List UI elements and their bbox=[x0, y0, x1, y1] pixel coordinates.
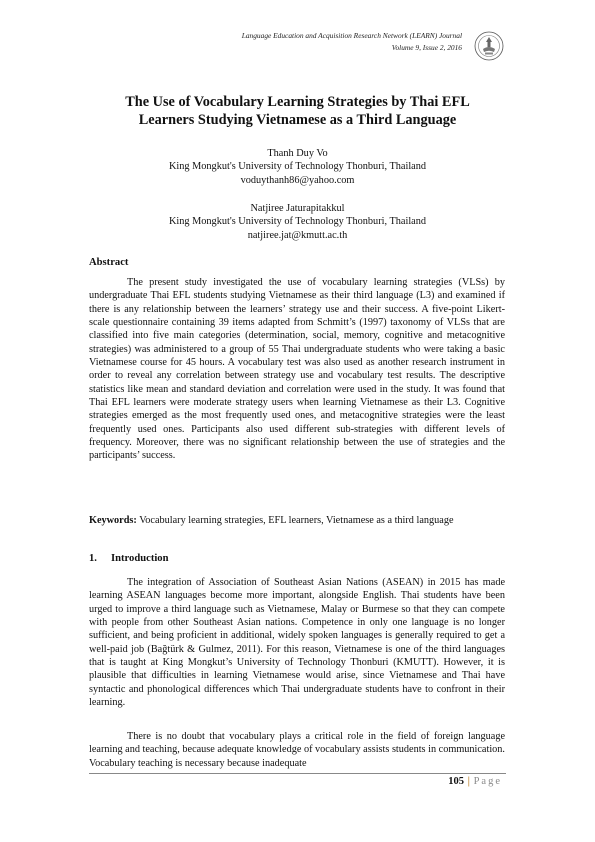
author-name: Natjiree Jaturapitakkul bbox=[250, 203, 345, 214]
paper-title-line-2: Learners Studying Vietnamese as a Third Language bbox=[138, 112, 457, 128]
introduction-paragraph-2: There is no doubt that vocabulary plays a critical role in the field of foreign language learning and teaching, because adequate knowledge of vocabulary assists students in communication. Vocabulary teaching is necessary because inadequate bbox=[89, 731, 505, 769]
author-affiliation: King Mongkut's University of Technology Thonburi, Thailand bbox=[168, 216, 427, 228]
section-title: Introduction bbox=[111, 553, 169, 564]
university-seal-icon bbox=[474, 31, 504, 61]
abstract-heading: Abstract bbox=[89, 257, 129, 268]
keywords bbox=[89, 514, 505, 527]
author-name: Thanh Duy Vo bbox=[267, 148, 328, 159]
journal-name: Language Education and Acquisition Research Network (LEARN) Journal bbox=[241, 31, 462, 40]
page-label: Page bbox=[473, 776, 502, 787]
author-email: voduythanh86@yahoo.com bbox=[240, 174, 355, 186]
journal-volume-issue: Volume 9, Issue 2, 2016 bbox=[391, 42, 462, 52]
author-email: natjiree.jat@kmutt.ac.th bbox=[247, 229, 348, 241]
author-affiliation: King Mongkut's University of Technology Thonburi, Thailand bbox=[168, 161, 427, 173]
author-block-1 bbox=[90, 147, 505, 187]
introduction-heading bbox=[89, 553, 169, 564]
page-footer bbox=[448, 776, 502, 787]
footer-divider bbox=[89, 773, 506, 774]
section-number: 1. bbox=[89, 553, 97, 564]
paper-title-line-1: The Use of Vocabulary Learning Strategies by Thai EFL bbox=[125, 94, 470, 110]
abstract-text: The present study investigated the use of vocabulary learning strategies (VLSs) by undergraduate Thai EFL students studying Vietnamese as their third language (L3) and examined if there is any relationship between the learners’ strategy use and their success. A five-point Likert-scale questionnaire containing 39 items adapted from Schmitt’s (1997) taxonomy of VLSs that are classified into five main categories (determination, social, memory, cognitive and metacognitive strategies) was administered to a group of 55 Thai undergraduate students who were taking a basic Vietnamese course for 45 hours. A vocabulary test was also used as another research instrument in order to reveal any correlation between strategy use and vocabulary test results. The descriptive statistics like mean and standard deviation and correlation were used in the study. It was found that Thai EFL learners were moderate strategy users when learning Vietnamese as their L3. Cognitive strategies emerged as the most frequently used ones, and metacognitive strategies were the least frequently used ones. Participants also used different sub-strategies with different levels of frequency. Moreover, there was no significant relationship between the use of strategies and the participants’ success. bbox=[89, 277, 505, 462]
journal-header bbox=[242, 30, 462, 53]
introduction-paragraph-1: The integration of Association of Southeast Asian Nations (ASEAN) in 2015 has made learning ASEAN languages become more important, alongside English. Thai students have been urged to improve a third language such as Vietnamese, Malay or Burmese so that they can compete with people from other Southeast Asian nations. Competence in only one language is no longer sufficient, and being proficient in additional, widely spoken languages is generally required to get a well-paid job (Bağtürk & Gulmez, 2011). For this reason, Vietnamese is one of the third languages that is taught at King Mongkut’s University of Technology Thonburi (KMUTT). However, it is plausible that difficulties in learning Vietnamese would arise, since Vietnamese and Thai have syntactic and phonological differences which Thai undergraduate students have to confront in their learning. bbox=[89, 577, 505, 709]
author-block-2 bbox=[90, 202, 505, 242]
paper-title bbox=[90, 93, 505, 129]
keywords-text: Vocabulary learning strategies, EFL learners, Vietnamese as a third language bbox=[139, 515, 454, 526]
keywords-label: Keywords: bbox=[89, 515, 137, 526]
page-number: 105 bbox=[448, 776, 465, 787]
page-separator: | bbox=[467, 776, 470, 787]
